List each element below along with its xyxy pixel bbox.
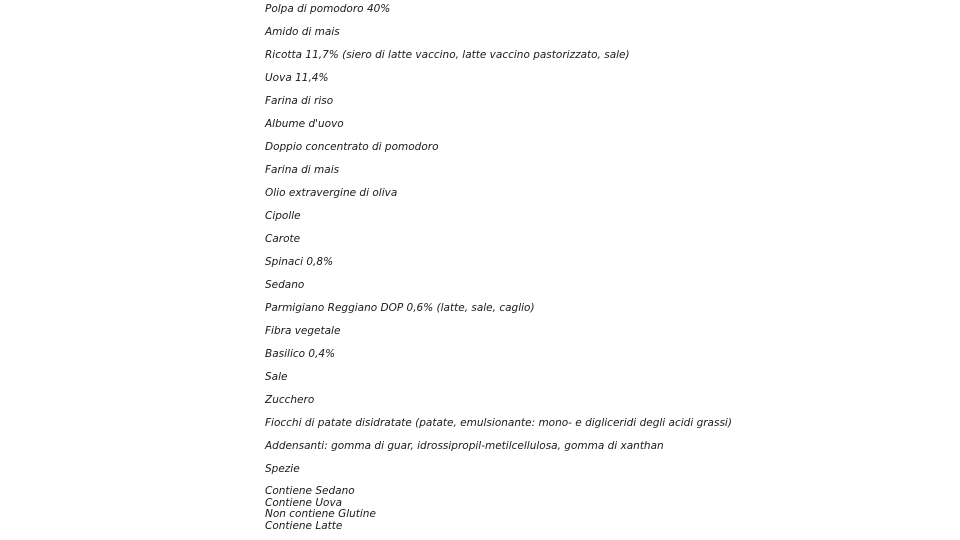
ingredient-item: Addensanti: gomma di guar, idrossipropil-metilcellulosa, gomma di xanthan <box>265 440 664 452</box>
ingredient-item: Uova 11,4% <box>265 72 329 84</box>
ingredient-item: Spinaci 0,8% <box>265 256 334 268</box>
ingredient-item: Doppio concentrato di pomodoro <box>265 141 439 153</box>
ingredient-item: Olio extravergine di oliva <box>265 187 398 199</box>
ingredient-item: Polpa di pomodoro 40% <box>265 3 391 15</box>
ingredient-item: Cipolle <box>265 210 301 222</box>
ingredient-item: Fiocchi di patate disidratate (patate, emulsionante: mono- e digliceridi degli acidi grassi) <box>265 417 732 429</box>
allergen-line: Contiene Uova <box>265 496 343 509</box>
ingredient-item: Ricotta 11,7% (siero di latte vaccino, latte vaccino pastorizzato, sale) <box>265 49 630 61</box>
ingredient-item: Basilico 0,4% <box>265 348 336 360</box>
ingredient-item: Albume d'uovo <box>265 118 344 130</box>
allergen-line: Non contiene Glutine <box>265 508 376 520</box>
ingredient-item: Parmigiano Reggiano DOP 0,6% (latte, sale, caglio) <box>265 302 535 314</box>
allergen-line: Contiene Latte <box>265 519 343 532</box>
ingredient-item: Sedano <box>265 279 305 291</box>
ingredient-item: Amido di mais <box>265 26 340 38</box>
ingredient-item: Fibra vegetale <box>265 325 341 337</box>
ingredient-item: Sale <box>265 371 288 383</box>
ingredient-item: Spezie <box>265 463 300 475</box>
ingredient-item: Carote <box>265 233 301 245</box>
ingredient-item: Zucchero <box>265 394 315 406</box>
allergen-block <box>265 486 376 532</box>
allergen-line: Contiene Sedano <box>265 485 355 497</box>
ingredient-list <box>265 3 732 486</box>
ingredient-item: Farina di riso <box>265 95 334 107</box>
ingredient-item: Farina di mais <box>265 164 340 176</box>
